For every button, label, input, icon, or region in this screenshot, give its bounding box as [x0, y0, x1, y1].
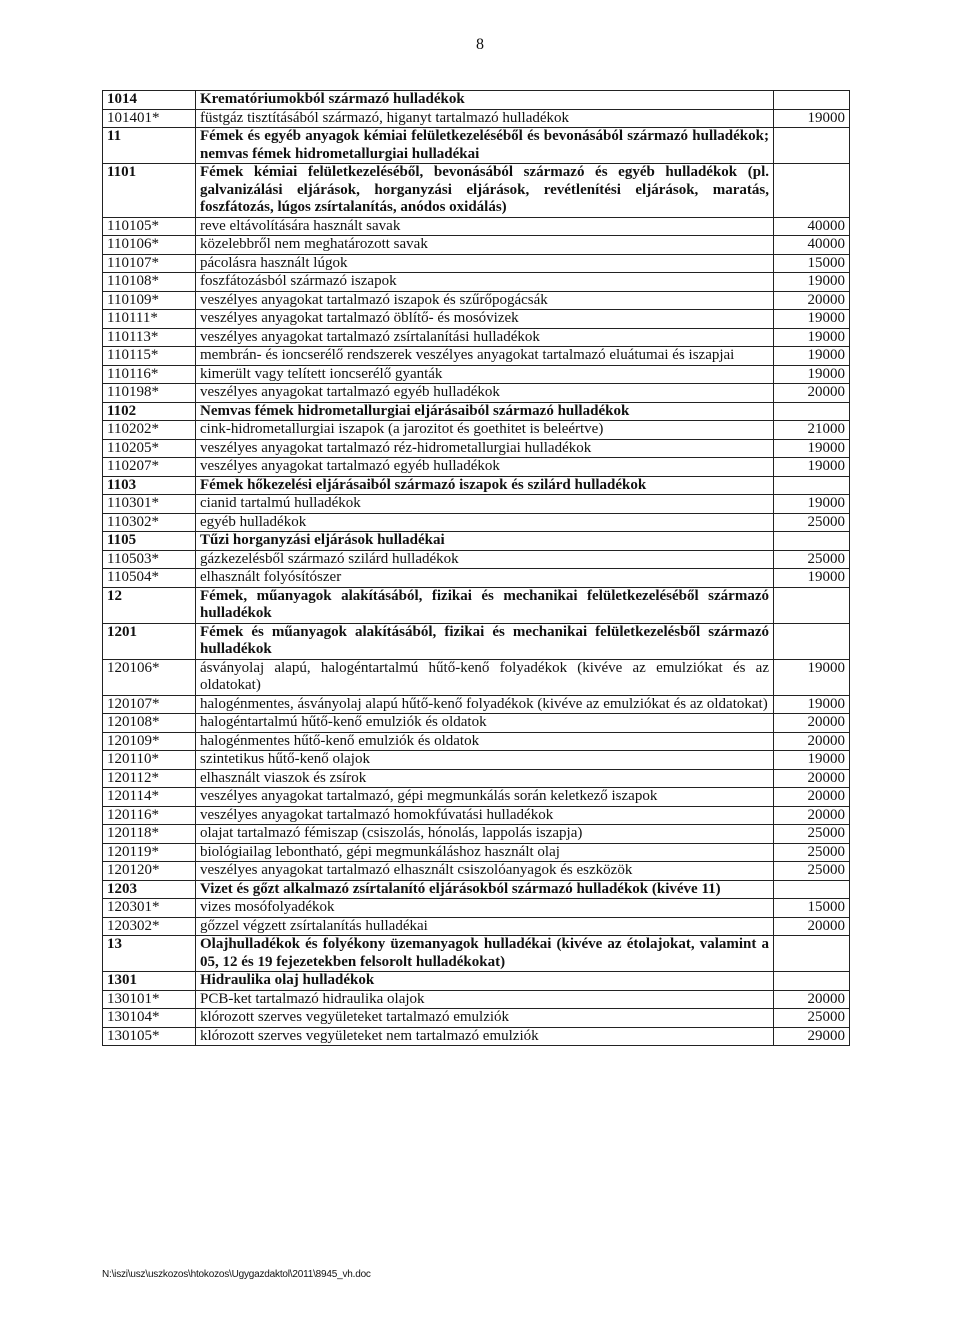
waste-description-cell: egyéb hulladékok: [196, 513, 774, 532]
limit-value-cell: 19000: [774, 310, 850, 329]
waste-description-cell: PCB-ket tartalmazó hidraulika olajok: [196, 990, 774, 1009]
limit-value-cell: 20000: [774, 769, 850, 788]
page-number: 8: [476, 36, 484, 53]
waste-description-cell: veszélyes anyagokat tartalmazó iszapok és szűrőpogácsák: [196, 291, 774, 310]
category-row: [103, 623, 850, 659]
waste-description-cell: veszélyes anyagokat tartalmazó homokfúvatási hulladékok: [196, 806, 774, 825]
limit-value-cell: 25000: [774, 862, 850, 881]
category-row: [103, 128, 850, 164]
waste-row: [103, 550, 850, 569]
limit-value-cell: 19000: [774, 109, 850, 128]
limit-value-cell: 19000: [774, 458, 850, 477]
waste-description-cell: veszélyes anyagokat tartalmazó egyéb hulladékok: [196, 384, 774, 403]
waste-description-cell: Tűzi horganyzási eljárások hulladékai: [196, 532, 774, 551]
waste-code-cell: 110107*: [103, 254, 196, 273]
waste-description-cell: kimerült vagy telített ioncserélő gyanták: [196, 365, 774, 384]
limit-value-cell: 19000: [774, 439, 850, 458]
limit-value-cell: 20000: [774, 990, 850, 1009]
limit-value-cell: 40000: [774, 236, 850, 255]
category-row: [103, 972, 850, 991]
waste-row: [103, 109, 850, 128]
waste-code-cell: 110504*: [103, 569, 196, 588]
limit-value-cell: 19000: [774, 495, 850, 514]
waste-code-cell: 120109*: [103, 732, 196, 751]
category-row: [103, 880, 850, 899]
waste-code-cell: 110302*: [103, 513, 196, 532]
limit-value-cell: 19000: [774, 328, 850, 347]
waste-description-cell: vizes mosófolyadékok: [196, 899, 774, 918]
limit-value-cell: [774, 880, 850, 899]
limit-value-cell: 29000: [774, 1027, 850, 1046]
waste-description-cell: halogénmentes hűtő-kenő emulziók és oldatok: [196, 732, 774, 751]
limit-value-cell: 40000: [774, 217, 850, 236]
waste-description-cell: Krematóriumokból származó hulladékok: [196, 91, 774, 110]
limit-value-cell: 20000: [774, 788, 850, 807]
limit-value-cell: 25000: [774, 1009, 850, 1028]
waste-row: [103, 917, 850, 936]
waste-code-cell: 120107*: [103, 695, 196, 714]
waste-row: [103, 384, 850, 403]
waste-description-cell: gázkezelésből származó szilárd hulladékok: [196, 550, 774, 569]
waste-code-cell: 110108*: [103, 273, 196, 292]
waste-description-cell: klórozott szerves vegyületeket tartalmazó emulziók: [196, 1009, 774, 1028]
waste-code-cell: 120119*: [103, 843, 196, 862]
waste-description-cell: füstgáz tisztításából származó, higanyt tartalmazó hulladékok: [196, 109, 774, 128]
waste-code-cell: 1103: [103, 476, 196, 495]
waste-description-cell: cianid tartalmú hulladékok: [196, 495, 774, 514]
waste-row: [103, 439, 850, 458]
waste-code-cell: 130105*: [103, 1027, 196, 1046]
category-row: [103, 936, 850, 972]
limit-value-cell: 19000: [774, 365, 850, 384]
waste-description-cell: pácolásra használt lúgok: [196, 254, 774, 273]
waste-code-cell: 110113*: [103, 328, 196, 347]
waste-table-body: [103, 91, 850, 1046]
waste-row: [103, 825, 850, 844]
limit-value-cell: [774, 936, 850, 972]
waste-row: [103, 569, 850, 588]
waste-code-cell: 110106*: [103, 236, 196, 255]
waste-row: [103, 236, 850, 255]
waste-description-cell: Fémek és egyéb anyagok kémiai felületkezeléséből és bevonásából származó hulladékok; nemvas fémek hidrometallurgiai hulladékai: [196, 128, 774, 164]
footer-file-path: N:\iszi\usz\uszkozos\htokozos\Ugygazdaktol\2011\8945_vh.doc: [102, 1269, 371, 1280]
limit-value-cell: [774, 623, 850, 659]
waste-description-cell: Vizet és gőzt alkalmazó zsírtalanító eljárásokból származó hulladékok (kivéve 11): [196, 880, 774, 899]
waste-code-cell: 110116*: [103, 365, 196, 384]
waste-row: [103, 899, 850, 918]
waste-code-cell: 12: [103, 587, 196, 623]
waste-description-cell: veszélyes anyagokat tartalmazó egyéb hulladékok: [196, 458, 774, 477]
limit-value-cell: [774, 972, 850, 991]
waste-row: [103, 513, 850, 532]
waste-row: [103, 291, 850, 310]
waste-row: [103, 1009, 850, 1028]
limit-value-cell: 15000: [774, 254, 850, 273]
category-row: [103, 91, 850, 110]
category-row: [103, 164, 850, 218]
waste-row: [103, 217, 850, 236]
waste-code-cell: 120302*: [103, 917, 196, 936]
waste-code-cell: 110205*: [103, 439, 196, 458]
waste-code-cell: 110105*: [103, 217, 196, 236]
limit-value-cell: [774, 91, 850, 110]
waste-row: [103, 714, 850, 733]
waste-description-cell: Nemvas fémek hidrometallurgiai eljárásaiból származó hulladékok: [196, 402, 774, 421]
waste-description-cell: cink-hidrometallurgiai iszapok (a jarozitot és goethitet is beleértve): [196, 421, 774, 440]
waste-row: [103, 990, 850, 1009]
waste-code-cell: 120106*: [103, 659, 196, 695]
waste-description-cell: közelebbről nem meghatározott savak: [196, 236, 774, 255]
limit-value-cell: [774, 402, 850, 421]
limit-value-cell: 19000: [774, 695, 850, 714]
waste-row: [103, 458, 850, 477]
limit-value-cell: 20000: [774, 714, 850, 733]
waste-description-cell: veszélyes anyagokat tartalmazó réz-hidrometallurgiai hulladékok: [196, 439, 774, 458]
waste-code-cell: 11: [103, 128, 196, 164]
limit-value-cell: 25000: [774, 843, 850, 862]
waste-code-cell: 110301*: [103, 495, 196, 514]
waste-row: [103, 421, 850, 440]
category-row: [103, 476, 850, 495]
waste-code-cell: 1301: [103, 972, 196, 991]
waste-code-table: [102, 90, 850, 1046]
limit-value-cell: [774, 532, 850, 551]
waste-code-cell: 120110*: [103, 751, 196, 770]
limit-value-cell: 21000: [774, 421, 850, 440]
waste-description-cell: Fémek hőkezelési eljárásaiból származó iszapok és szilárd hulladékok: [196, 476, 774, 495]
waste-description-cell: halogénmentes, ásványolaj alapú hűtő-kenő folyadékok (kivéve az emulziókat és az oldatokat): [196, 695, 774, 714]
waste-description-cell: veszélyes anyagokat tartalmazó elhasznált csiszolóanyagok és eszközök: [196, 862, 774, 881]
waste-description-cell: elhasznált folyósítószer: [196, 569, 774, 588]
waste-description-cell: Fémek és műanyagok alakításából, fizikai és mechanikai felületkezelésből származó hulladékok: [196, 623, 774, 659]
waste-description-cell: veszélyes anyagokat tartalmazó öblítő- és mosóvizek: [196, 310, 774, 329]
waste-description-cell: Fémek, műanyagok alakításából, fizikai és mechanikai felületkezeléséből származó hulladékok: [196, 587, 774, 623]
limit-value-cell: 20000: [774, 732, 850, 751]
waste-code-cell: 1102: [103, 402, 196, 421]
waste-description-cell: klórozott szerves vegyületeket nem tartalmazó emulziók: [196, 1027, 774, 1046]
limit-value-cell: 19000: [774, 659, 850, 695]
waste-code-cell: 120120*: [103, 862, 196, 881]
limit-value-cell: [774, 128, 850, 164]
waste-code-cell: 120116*: [103, 806, 196, 825]
waste-code-cell: 13: [103, 936, 196, 972]
waste-code-cell: 110115*: [103, 347, 196, 366]
limit-value-cell: 19000: [774, 569, 850, 588]
waste-description-cell: foszfátozásból származó iszapok: [196, 273, 774, 292]
limit-value-cell: 20000: [774, 806, 850, 825]
waste-description-cell: biológiailag lebontható, gépi megmunkáláshoz használt olaj: [196, 843, 774, 862]
limit-value-cell: 19000: [774, 347, 850, 366]
limit-value-cell: 25000: [774, 550, 850, 569]
waste-description-cell: elhasznált viaszok és zsírok: [196, 769, 774, 788]
category-row: [103, 532, 850, 551]
limit-value-cell: 20000: [774, 917, 850, 936]
waste-row: [103, 273, 850, 292]
limit-value-cell: [774, 587, 850, 623]
waste-description-cell: Fémek kémiai felületkezeléséből, bevonásából származó és egyéb hulladékok (pl. galvanizálási eljárások, horganyzási eljárások, revétlenítési eljárások, maratás, foszfátozás, lúgos zsírtalanítás, anódos oxidálás): [196, 164, 774, 218]
waste-code-cell: 120114*: [103, 788, 196, 807]
waste-description-cell: veszélyes anyagokat tartalmazó, gépi megmunkálás során keletkező iszapok: [196, 788, 774, 807]
category-row: [103, 402, 850, 421]
waste-row: [103, 495, 850, 514]
waste-code-cell: 130104*: [103, 1009, 196, 1028]
waste-description-cell: szintetikus hűtő-kenő olajok: [196, 751, 774, 770]
waste-code-cell: 120118*: [103, 825, 196, 844]
waste-description-cell: ásványolaj alapú, halogéntartalmú hűtő-kenő folyadékok (kivéve az emulziókat és az oldatokat): [196, 659, 774, 695]
waste-code-cell: 110111*: [103, 310, 196, 329]
waste-description-cell: veszélyes anyagokat tartalmazó zsírtalanítási hulladékok: [196, 328, 774, 347]
limit-value-cell: [774, 164, 850, 218]
waste-description-cell: membrán- és ioncserélő rendszerek veszélyes anyagokat tartalmazó eluátumai és iszapjai: [196, 347, 774, 366]
limit-value-cell: [774, 476, 850, 495]
waste-code-cell: 1101: [103, 164, 196, 218]
waste-code-cell: 110503*: [103, 550, 196, 569]
waste-row: [103, 732, 850, 751]
waste-code-cell: 1201: [103, 623, 196, 659]
waste-row: [103, 862, 850, 881]
waste-code-cell: 1105: [103, 532, 196, 551]
waste-code-cell: 120108*: [103, 714, 196, 733]
waste-code-cell: 1203: [103, 880, 196, 899]
waste-row: [103, 1027, 850, 1046]
waste-code-cell: 120301*: [103, 899, 196, 918]
waste-code-cell: 110202*: [103, 421, 196, 440]
waste-code-cell: 110109*: [103, 291, 196, 310]
waste-description-cell: Olajhulladékok és folyékony üzemanyagok hulladékai (kivéve az étolajokat, valamint a 05, 12 és 19 fejezetekben felsorolt hulladékokat): [196, 936, 774, 972]
waste-description-cell: olajat tartalmazó fémiszap (csiszolás, hónolás, lappolás iszapja): [196, 825, 774, 844]
waste-row: [103, 751, 850, 770]
waste-row: [103, 788, 850, 807]
waste-row: [103, 254, 850, 273]
limit-value-cell: 19000: [774, 273, 850, 292]
waste-row: [103, 347, 850, 366]
limit-value-cell: 20000: [774, 291, 850, 310]
waste-description-cell: halogéntartalmú hűtő-kenő emulziók és oldatok: [196, 714, 774, 733]
waste-description-cell: reve eltávolítására használt savak: [196, 217, 774, 236]
waste-row: [103, 328, 850, 347]
waste-description-cell: gőzzel végzett zsírtalanítás hulladékai: [196, 917, 774, 936]
waste-row: [103, 806, 850, 825]
waste-code-cell: 1014: [103, 91, 196, 110]
category-row: [103, 587, 850, 623]
waste-code-cell: 101401*: [103, 109, 196, 128]
limit-value-cell: 25000: [774, 513, 850, 532]
waste-row: [103, 310, 850, 329]
limit-value-cell: 20000: [774, 384, 850, 403]
waste-code-cell: 110207*: [103, 458, 196, 477]
limit-value-cell: 25000: [774, 825, 850, 844]
waste-row: [103, 365, 850, 384]
waste-code-cell: 120112*: [103, 769, 196, 788]
waste-row: [103, 695, 850, 714]
waste-description-cell: Hidraulika olaj hulladékok: [196, 972, 774, 991]
waste-code-cell: 110198*: [103, 384, 196, 403]
waste-row: [103, 843, 850, 862]
waste-row: [103, 769, 850, 788]
limit-value-cell: 15000: [774, 899, 850, 918]
limit-value-cell: 19000: [774, 751, 850, 770]
waste-row: [103, 659, 850, 695]
waste-code-cell: 130101*: [103, 990, 196, 1009]
